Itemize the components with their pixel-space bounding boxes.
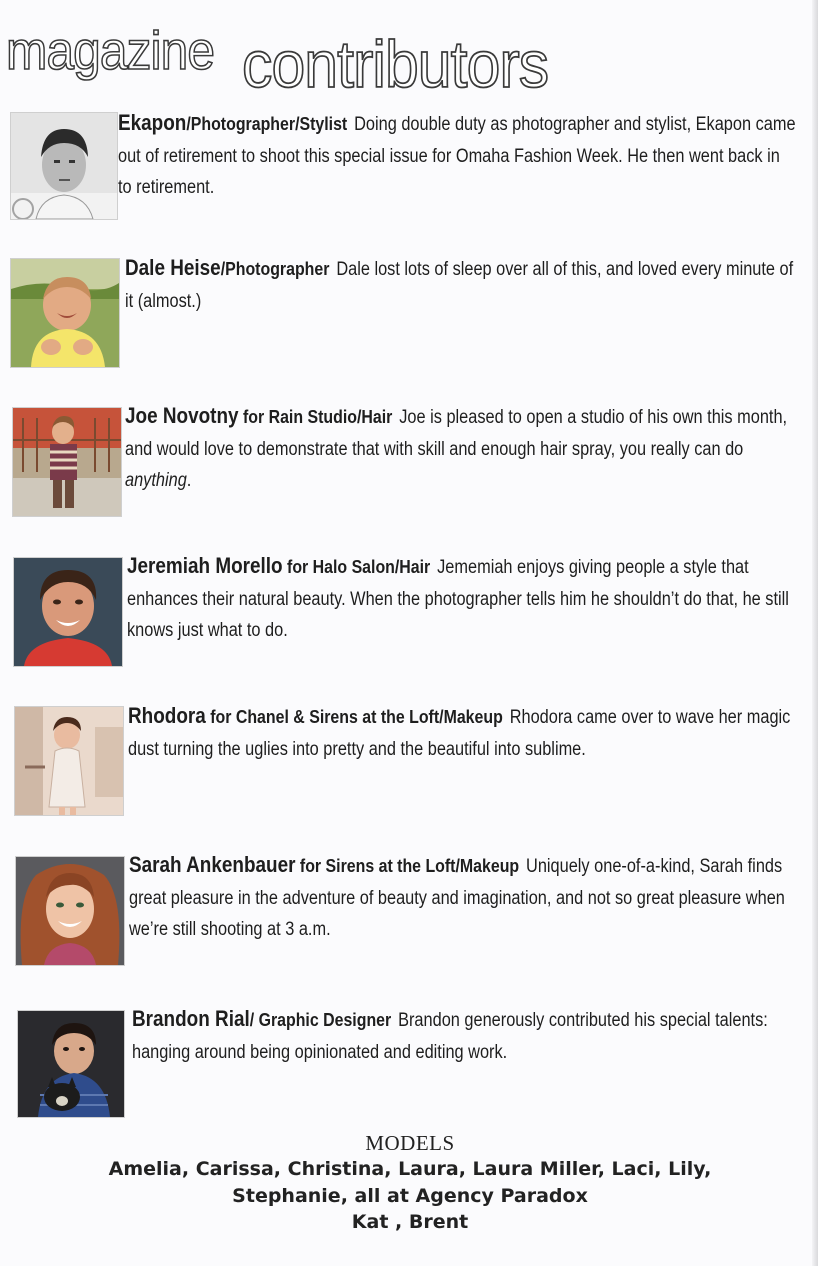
contributor-name: Rhodora [128, 703, 206, 728]
contributor-name: Sarah Ankenbauer [129, 852, 296, 877]
contributor-photo-jeremiah-morello [13, 557, 123, 667]
contributor-text-ekapon [118, 107, 797, 204]
models-title: MODELS [365, 1131, 455, 1155]
contributor-bio: Uniquely one-of-a-kind, Sarah finds great pleasure in the adventure of beauty and imagination, and not so great pleasure when we’re still shooting at 3 a.m. [129, 856, 785, 940]
header-word-contributors: contributors [242, 27, 549, 101]
contributor-bio: Brandon generously contributed his special talents: hanging around being opinionated and editing work. [132, 1010, 768, 1063]
contributor-name: Brandon Rial [132, 1006, 250, 1031]
contributor-role: / Graphic Designer [249, 1009, 392, 1030]
contributor-bio: Doing double duty as photographer and stylist, Ekapon came out of retirement to shoot this special issue for Omaha Fashion Week. He then went back in to retirement. [118, 114, 796, 198]
contributor-name: Dale Heise [125, 255, 221, 280]
contributor-bio: Dale lost lots of sleep over all of this, and loved every minute of it (almost.) [125, 259, 794, 312]
contributor-text-dale-heise [125, 252, 796, 317]
contributor-role: /Photographer [220, 258, 330, 279]
contributor-role: for Sirens at the Loft/Makeup [295, 855, 520, 876]
contributor-bio: Jememiah enjoys giving people a style that enhances their natural beauty. When the photographer tells him he shouldn’t do that, he still knows just what to do. [127, 557, 789, 641]
contributor-name: Joe Novotny [125, 403, 239, 428]
models-line-1: Amelia, Carissa, Christina, Laura, Laura Miller, Laci, Lily, [108, 1158, 712, 1180]
header-word-magazine: magazine [6, 21, 215, 81]
contributor-photo-ekapon [10, 112, 118, 220]
contributor-photo-dale-heise [10, 258, 120, 368]
contributor-name: Jeremiah Morello [127, 553, 283, 578]
contributor-text-brandon-rial [132, 1003, 803, 1068]
page-edge-shadow [812, 0, 818, 1266]
contributor-text-rhodora [128, 700, 799, 765]
contributor-bio: Rhodora came over to wave her magic dust turning the uglies into pretty and the beautiful into sublime. [128, 707, 791, 760]
contributor-photo-joe-novotny [12, 407, 122, 517]
contributor-photo-sarah-ankenbauer [15, 856, 125, 966]
contributor-role: for Chanel & Sirens at the Loft/Makeup [205, 706, 503, 727]
contributor-photo-brandon-rial [17, 1010, 125, 1118]
page-header [6, 14, 806, 101]
contributor-photo-rhodora [14, 706, 124, 816]
contributor-role: for Rain Studio/Hair [238, 406, 393, 427]
contributor-text-sarah-ankenbauer [129, 849, 800, 946]
models-line-3: Kat , Brent [351, 1211, 469, 1233]
contributor-role: for Halo Salon/Hair [282, 556, 431, 577]
contributor-role: /Photographer/Stylist [186, 113, 348, 134]
contributor-text-joe-novotny [125, 400, 796, 497]
contributor-text-jeremiah-morello [127, 550, 798, 647]
contributor-name: Ekapon [118, 110, 187, 135]
models-section [100, 1130, 720, 1236]
models-line-2: Stephanie, all at Agency Paradox [232, 1184, 588, 1207]
contributor-bio: Joe is pleased to open a studio of his own this month, and would love to demonstrate that with skill and enough hair spray, you really can do anything. [125, 407, 788, 491]
